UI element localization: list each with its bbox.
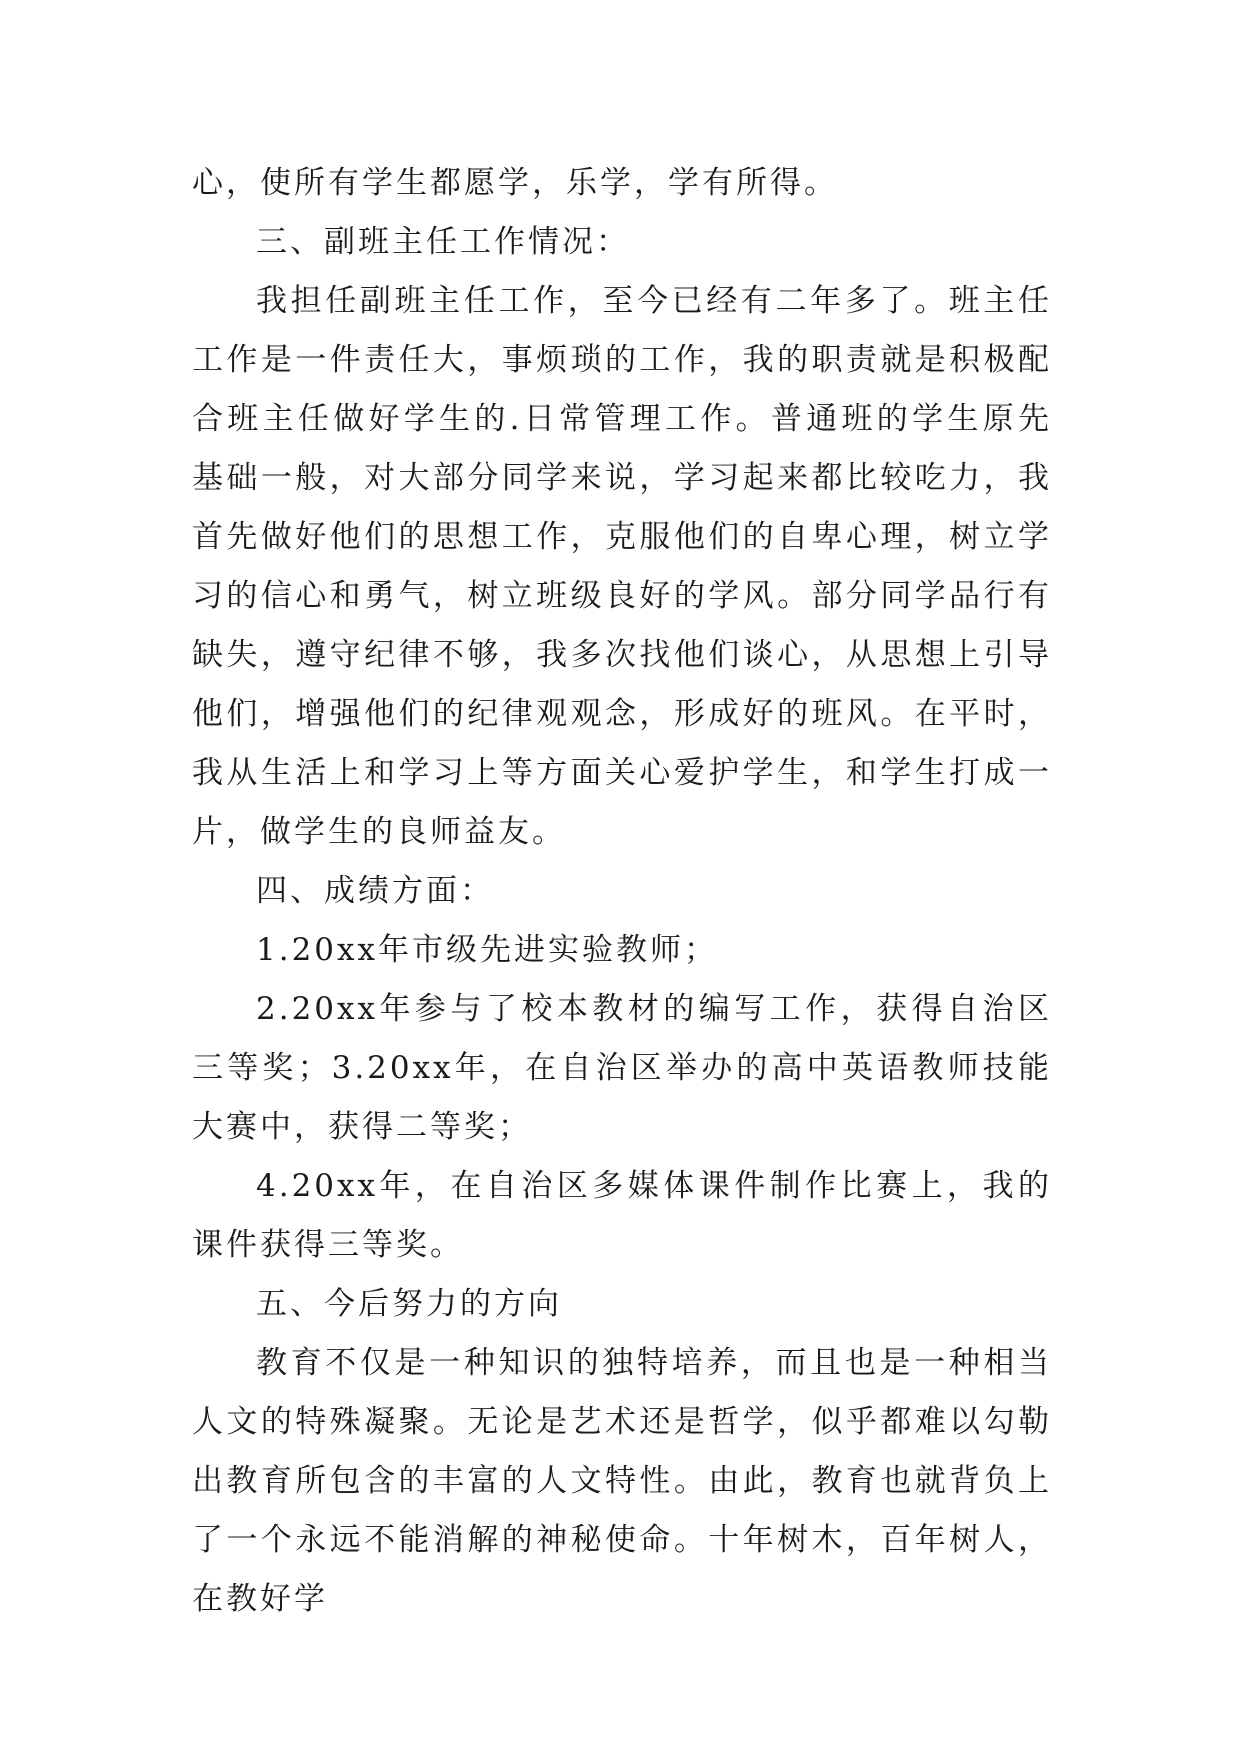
achievement-item-4: 4.20xx年，在自治区多媒体课件制作比赛上，我的课件获得三等奖。 xyxy=(192,1168,1052,1263)
section-heading-achievements: 四、成绩方面： xyxy=(256,873,494,909)
paragraph-vice-head-teacher-work: 我担任副班主任工作，至今已经有二年多了。班主任工作是一件责任大，事烦琐的工作，我的职责就是积极配合班主任做好学生的.日常管理工作。普通班的学生原先基础一般，对大部分同学来说，学习起来都比较吃力，我首先做好他们的思想工作，克服他们的自卑心理，树立学习的信心和勇气，树立班级良好的学风。部分同学品行有缺失，遵守纪律不够，我多次找他们谈心，从思想上引导他们，增强他们的纪律观观念，形成好的班风。在平时，我从生活上和学习上等方面关心爱护学生，和学生打成一片，做学生的良师益友。 xyxy=(192,283,1052,850)
document-body xyxy=(192,154,1052,1629)
paragraph-continuation: 心，使所有学生都愿学，乐学，学有所得。 xyxy=(192,165,838,201)
paragraph-future-direction: 教育不仅是一种知识的独特培养，而且也是一种相当人文的特殊凝聚。无论是艺术还是哲学，似乎都难以勾勒出教育所包含的丰富的人文特性。由此，教育也就背负上了一个永远不能消解的神秘使命。十年树木，百年树人，在教好学 xyxy=(192,1345,1052,1617)
section-heading-vice-head-teacher: 三、副班主任工作情况： xyxy=(256,224,630,260)
achievement-item-1: 1.20xx年市级先进实验教师； xyxy=(256,932,718,968)
achievement-item-2-3: 2.20xx年参与了校本教材的编写工作，获得自治区三等奖；3.20xx年，在自治区举办的高中英语教师技能大赛中，获得二等奖； xyxy=(192,991,1052,1145)
section-heading-future-direction: 五、今后努力的方向 xyxy=(256,1286,562,1322)
